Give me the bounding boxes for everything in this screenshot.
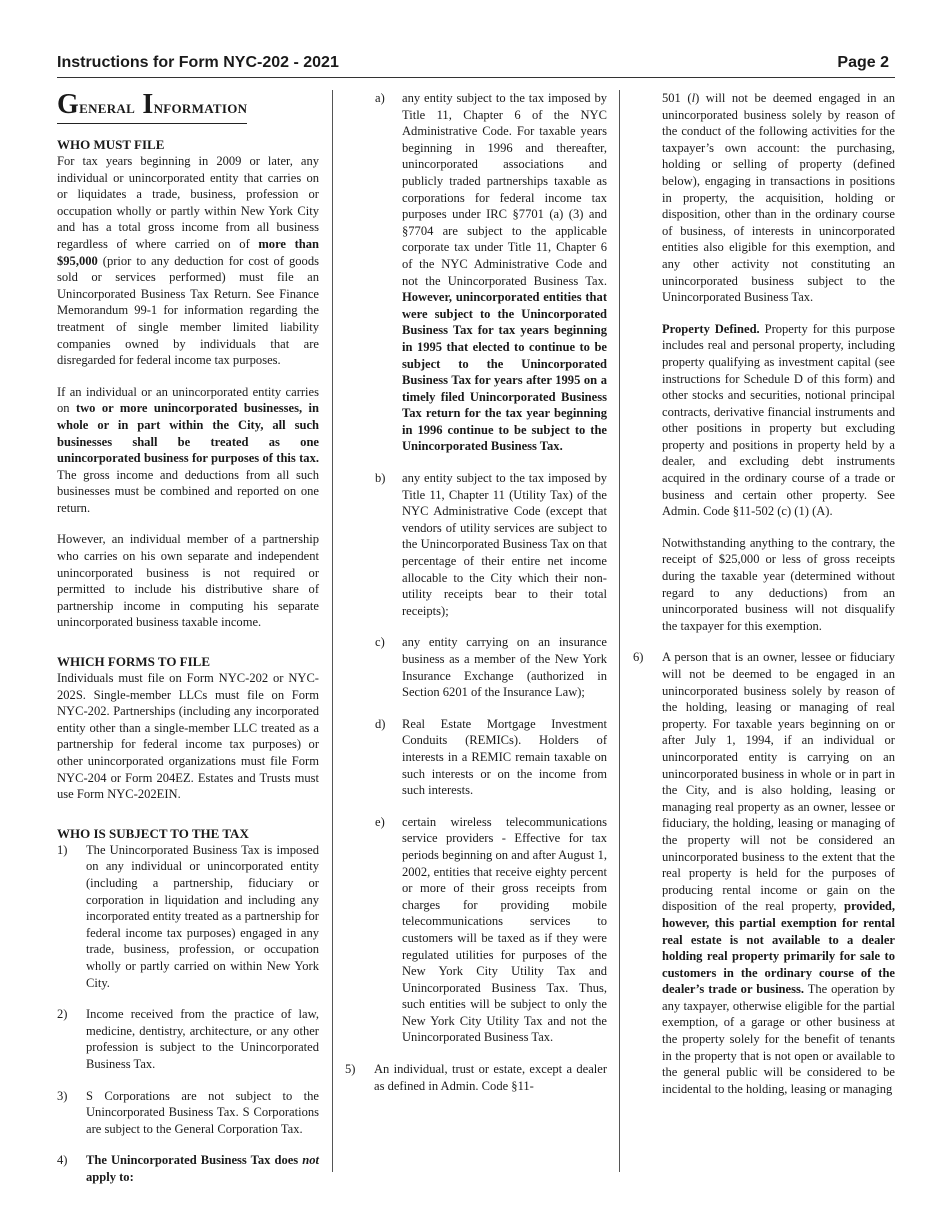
text: certain wireless telecommunications service providers - Effective for tax periods beginning on and after August 1, 2002, entities that receive eighty percent or more of their gross receipts from charges for providing mobile telecommunications services to customers will be taxed as if they were regulated utilities for purposes of the New York City Utility Tax and Unincorporated Business Tax. Thus, such entities will be subject to only the New York City Utility Tax and not the Unincorporated Business Tax. bbox=[402, 814, 607, 1045]
list-item bbox=[345, 634, 607, 700]
bold-text: apply to: bbox=[86, 1169, 134, 1184]
text: An individual, trust or estate, except a dealer as defined in Admin. Code §11- bbox=[374, 1062, 607, 1093]
text: The gross income and deductions from all such businesses must be combined and reported on one return. bbox=[57, 467, 319, 515]
list-item bbox=[57, 1088, 319, 1138]
column-1 bbox=[57, 90, 319, 1200]
paragraph bbox=[57, 153, 319, 369]
text: Property for this purpose includes real and personal property, including property qualifying as investment capital (see instructions for Schedule D of this form) and other stocks and securities, notional principal contracts, derivative financial instruments and other positions in property but excluding property and positions in property held by a dealer, and excluding debt instruments acquired in the ordinary course of a trade or business and certain other property. See Admin. Code §11-502 (c) (1) (A). bbox=[662, 321, 895, 519]
heading-which-forms: WHICH FORMS TO FILE bbox=[57, 654, 211, 670]
list-item bbox=[57, 1006, 319, 1072]
text: any entity carrying on an insurance business as a member of the New York Insurance Exchange (authorized in Section 6201 of the Insurance Law); bbox=[402, 635, 607, 700]
list-marker: c) bbox=[375, 635, 385, 650]
list-marker: d) bbox=[375, 716, 386, 731]
list-marker: 3) bbox=[57, 1088, 68, 1103]
bold-text: more than $95,000 bbox=[57, 236, 319, 268]
column-divider bbox=[332, 90, 333, 1172]
list-marker: b) bbox=[375, 471, 386, 486]
form-title: Instructions for Form NYC-202 - 2021 bbox=[57, 54, 339, 71]
paragraph: Notwithstanding anything to the contrary, the receipt of $25,000 or less of gross receipts during the taxable year (determined without regard to any deductions) from an unincorporated business will not disqualify the taxpayer for this exemption. bbox=[662, 535, 895, 633]
text: (prior to any deduction for cost of goods sold or services performed) must file an Unincorporated Business Tax Return. See Finance Memorandum 99-1 for information regarding the treatment of single member limited liability companies owned by individuals that are disregarded for federal income tax purposes. bbox=[57, 253, 319, 368]
text: The operation by any taxpayer, otherwise eligible for the partial exemption, of a garage or other business at the property solely for the benefit of tenants in the property that is not open or available to the general public will be considered to be incidental to the holding, leasing or managing bbox=[662, 982, 896, 1096]
bold-text: Property Defined. bbox=[662, 321, 760, 336]
list-item bbox=[345, 1061, 607, 1094]
list-marker: 1) bbox=[57, 842, 68, 857]
text: any entity subject to the tax imposed by Title 11, Chapter 6 of the NYC Administrative Code. For taxable years beginning in 1996 and thereafter, unincorporated associations and publicly traded partnerships taxable as corporations for federal income tax purposes under IRC §7701 (a) (3) and §7704 are subject to the applicable corporate tax under Title 11, Chapter 6 of the NYC Administrative Code and not the Unincorporated Business Tax. bbox=[402, 91, 607, 288]
bold-text: provided, however, this partial exemption for rental real estate is not available to a dealer holding real property primarily for sale to customers in the ordinary course of the dealer’s trade or business. bbox=[662, 899, 895, 997]
title-letter: G bbox=[57, 89, 80, 120]
text: If an individual or an unincorporated entity carries on bbox=[57, 384, 319, 416]
list-item bbox=[345, 716, 607, 799]
list-item bbox=[345, 90, 607, 455]
list-marker: a) bbox=[375, 91, 385, 105]
text: 501 ( bbox=[662, 91, 692, 105]
text: For tax years beginning in 2009 or later, any individual or unincorporated entity that carries on or liquidates a trade, business, profession or occupation wholly or partly within New York City and has a total gross income from all business regardless of where carried on of bbox=[57, 154, 319, 251]
paragraph: However, an individual member of a partnership who carries on his own separate and independent unincorporated business is not required or permitted to include his distributive share of partnership income in computing his separate unincorporated business taxable income. bbox=[57, 532, 319, 630]
italic-text: not bbox=[302, 1153, 319, 1168]
heading-who-subject: WHO IS SUBJECT TO THE TAX bbox=[57, 825, 249, 841]
text: ) will not be deemed engaged in an unincorporated business solely by reason of the conduct of the following activities for the taxpayer’s own account: the purchasing, holding or selling of property (defined below), engaging in transactions in positions in property, the acquisition, holding or disposition, other than in the ordinary course of business, of interests in unincorporated entities also eligible for this exemption, and any other activity not constituting an unincorporated business subject to the Unincorporated Business Tax. bbox=[662, 91, 895, 305]
paragraph bbox=[633, 321, 895, 520]
list-item bbox=[57, 1152, 319, 1185]
column-divider bbox=[619, 90, 620, 1172]
paragraph: Individuals must file on Form NYC-202 or NYC-202S. Single-member LLCs must file on Form NYC-202. Partnerships (including any incorporated entity other than a single-member LLC treated as a partnership for federal income tax purposes) or other unincorporated organizations must file Form NYC-204 or Form 204EZ. Estates and Trusts must use Form NYC-202EIN. bbox=[57, 671, 319, 802]
paragraph bbox=[57, 384, 319, 517]
title-part: eneral bbox=[79, 97, 136, 118]
bold-text: However, unincorporated entities that were subject to the Unincorporated Business Tax for tax years beginning in 1995 that elected to continue to be subject to the Unincorporated Business Tax for years after 1995 on a timely filed Unincorporated Business Tax return for the tax year beginning in 1996 continue to be subject to the Unincorporated Business Tax. bbox=[402, 290, 607, 454]
title-part: nformation bbox=[153, 97, 248, 118]
text: A person that is an owner, lessee or fiduciary will not be deemed to be engaged in an unincorporated business solely by reason of the holding, leasing or managing of real property. For taxable years beginning on or after July 1, 1994, if an individual or unincorporated entity is carrying on an unincorporated business in whole or in part in the City, and is also holding, leasing or managing real property as an owner, lessee or fiduciary, the holding, leasing or managing of the property will not be considered an unincorporated business to the extent that the real property is held for the purposes of producing rental income or gain on the disposition of the real property, bbox=[662, 650, 895, 914]
list-marker: 6) bbox=[633, 650, 644, 665]
text: The Unincorporated Business Tax is imposed on any individual or unincorporated entity (including a partnership, fiduciary or corporation in liquidation and including any incorporated entity treated as a partnership for federal income tax purposes) engaged in any trade, business, profession, or occupation wholly or partly carried on within New York City. bbox=[86, 842, 319, 990]
list-item bbox=[345, 470, 607, 619]
text: any entity subject to the tax imposed by Title 11, Chapter 11 (Utility Tax) of the NYC Administrative Code (except that vendors of utility services are subject to the Unincorporated Business Tax on that percentage of their entire net income allocable to the City which their non-utility receipts bear to their total receipts); bbox=[402, 471, 607, 618]
column-2 bbox=[345, 90, 607, 1109]
title-letter: I bbox=[142, 89, 154, 120]
list-marker: 4) bbox=[57, 1153, 68, 1168]
paragraph bbox=[633, 90, 895, 306]
page-number: Page 2 bbox=[837, 54, 889, 71]
bold-text: The Unincorporated Business Tax does bbox=[86, 1153, 303, 1168]
italic-text: l bbox=[691, 91, 696, 105]
page-header bbox=[57, 52, 895, 78]
heading-who-must-file: WHO MUST FILE bbox=[57, 137, 165, 152]
bold-text: two or more unincorporated businesses, in whole or in part within the City, all such businesses shall be treated as one unincorporated business for purposes of this tax. bbox=[57, 401, 319, 466]
list-item bbox=[345, 814, 607, 1046]
list-marker: 2) bbox=[57, 1007, 68, 1022]
text: Real Estate Mortgage Investment Conduits (REMICs). Holders of interests in a REMIC remain taxable on such interests or on the income from such interests. bbox=[402, 716, 607, 798]
section-title bbox=[57, 90, 247, 124]
list-marker: e) bbox=[375, 814, 385, 829]
text: S Corporations are not subject to the Unincorporated Business Tax. S Corporations are subject to the General Corporation Tax. bbox=[86, 1088, 319, 1136]
text: Income received from the practice of law, medicine, dentistry, architecture, or any other profession is subject to the Unincorporated Business Tax. bbox=[86, 1007, 319, 1071]
list-marker: 5) bbox=[345, 1062, 356, 1077]
column-3 bbox=[633, 90, 895, 1112]
list-item bbox=[57, 842, 319, 991]
list-item bbox=[633, 649, 895, 1097]
